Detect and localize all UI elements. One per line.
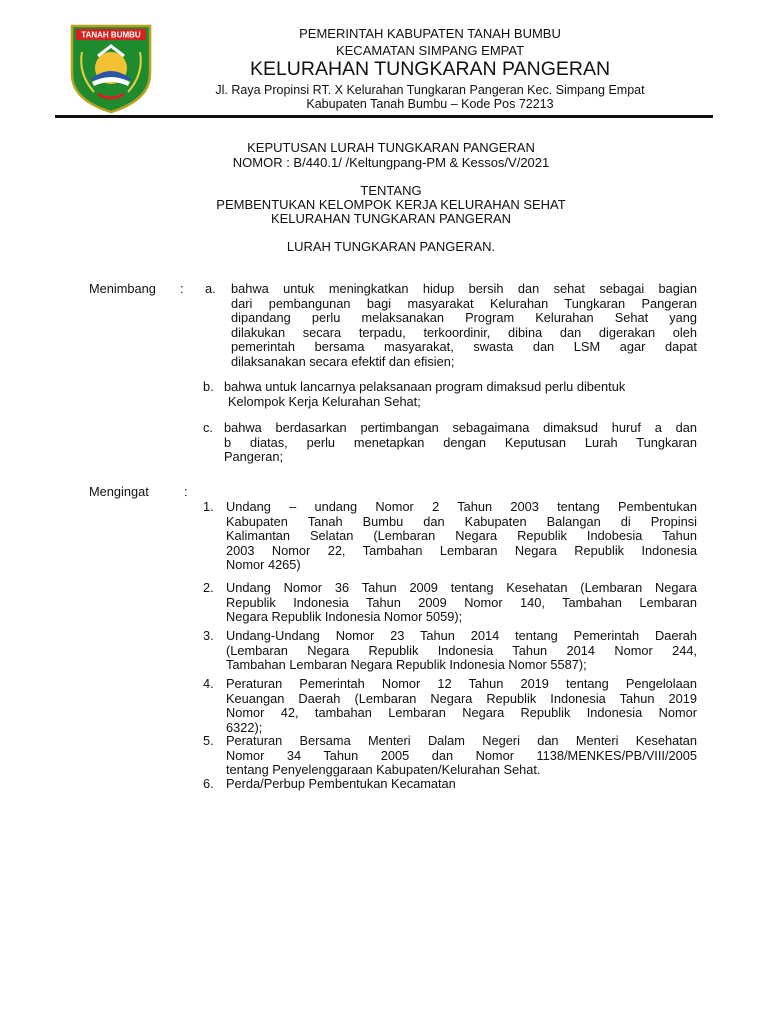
text-line: b diatas, perlu menetapkan dengan Keputusan Lurah Tungkaran [224, 434, 697, 450]
menimbang-marker-b: b. [203, 379, 214, 394]
text-line: Peraturan Pemerintah Nomor 12 Tahun 2019 tentang Pengelolaan [226, 676, 697, 691]
menimbang-colon: : [180, 281, 184, 296]
text-line: Perda/Perbup Pembentukan Kecamatan [226, 776, 456, 791]
menimbang-marker-c: c. [203, 420, 213, 435]
menimbang-item-a [231, 282, 697, 369]
menimbang-marker-a: a. [205, 281, 216, 296]
text-line: Negara Republik Indonesia Nomor 5059); [226, 609, 463, 624]
letterhead-government: PEMERINTAH KABUPATEN TANAH BUMBU [299, 26, 561, 41]
mengingat-marker-2: 2. [203, 580, 214, 595]
logo-lettering: TANAH BUMBU [81, 30, 141, 40]
menimbang-item-c [224, 421, 697, 465]
issuer-heading: LURAH TUNGKARAN PANGERAN. [286, 239, 496, 254]
text-line: dilakukan secara terpadu, terkoordinir, dibina dan digerakan oleh [231, 324, 697, 340]
letterhead-district: KECAMATAN SIMPANG EMPAT [335, 43, 525, 58]
text-line: Undang Nomor 36 Tahun 2009 tentang Kesehatan (Lembaran Negara [226, 580, 697, 595]
text-line: Nomor 42, tambahan Lembaran Negara Republik Indonesia Nomor [226, 705, 697, 720]
text-line: bahwa berdasarkan pertimbangan sebagaimana dimaksud huruf a dan [224, 420, 697, 435]
text-line: pemerintah bersama masyarakat, swasta dan LSM agar dapat [231, 339, 697, 354]
text-line: 2003 Nomor 22, Tambahan Lembaran Negara Republik Indonesia [226, 542, 697, 558]
mengingat-item-6 [226, 777, 697, 792]
text-line: Tambahan Lembaran Negara Republik Indonesia Nomor 5587); [226, 657, 587, 672]
mengingat-marker-6: 6. [203, 776, 214, 791]
text-line: bahwa untuk lancarnya pelaksanaan program dimaksud perlu dibentuk [224, 379, 626, 394]
letterhead-village: KELURAHAN TUNGKARAN PANGERAN [249, 58, 611, 80]
regency-emblem-logo [68, 22, 154, 114]
text-line: Kabupaten Tanah Bumbu dan Kabupaten Balangan di Propinsi [226, 513, 697, 529]
decree-number: NOMOR : B/440.1/ /Keltungpang-PM & Kessos/V/2021 [232, 155, 550, 170]
text-line: 6322); [226, 719, 263, 735]
mengingat-marker-5: 5. [203, 733, 214, 748]
decree-subject-location: KELURAHAN TUNGKARAN PANGERAN [270, 211, 512, 226]
mengingat-item-2 [226, 581, 697, 625]
mengingat-item-4 [226, 677, 697, 735]
decree-subject: PEMBENTUKAN KELOMPOK KERJA KELURAHAN SEHAT [216, 197, 566, 212]
decree-about: TENTANG [360, 183, 422, 198]
text-line: dari pembangunan bagi masyarakat Kelurahan Tungkaran Pangeran [231, 295, 697, 311]
letterhead-address: Jl. Raya Propinsi RT. X Kelurahan Tungkaran Pangeran Kec. Simpang Empat [215, 83, 645, 97]
menimbang-item-b [224, 380, 697, 409]
text-line: Keuangan Daerah (Lembaran Negara Republik Indonesia Tahun 2019 [226, 690, 697, 706]
mengingat-marker-1: 1. [203, 499, 214, 514]
letterhead-regency-postcode: Kabupaten Tanah Bumbu – Kode Pos 72213 [306, 97, 554, 111]
mengingat-item-5 [226, 734, 697, 778]
mengingat-marker-4: 4. [203, 676, 214, 691]
text-line: Pangeran; [224, 449, 284, 464]
text-line: Undang-Undang Nomor 23 Tahun 2014 tentang Pemerintah Daerah [226, 628, 697, 643]
text-line: Peraturan Bersama Menteri Dalam Negeri dan Menteri Kesehatan [226, 733, 697, 748]
mengingat-marker-3: 3. [203, 628, 214, 643]
mengingat-item-1 [226, 500, 697, 573]
decree-title: KEPUTUSAN LURAH TUNGKARAN PANGERAN [247, 140, 535, 155]
letterhead-divider [55, 115, 713, 118]
text-line: Nomor 34 Tahun 2005 dan Nomor 1138/MENKES/PB/VIII/2005 [226, 747, 697, 763]
mengingat-label: Mengingat [89, 484, 149, 499]
text-line: (Lembaran Negara Republik Indonesia Tahun 2014 Nomor 244, [226, 642, 697, 658]
text-line: Undang – undang Nomor 2 Tahun 2003 tentang Pembentukan [226, 499, 697, 514]
text-line: Republik Indonesia Tahun 2009 Nomor 140, Tambahan Lembaran [226, 594, 697, 610]
text-line: dilaksanakan secara efektif dan efisien; [231, 353, 455, 369]
text-line: Kalimantan Selatan (Lembaran Negara Republik Indobesia Tahun [226, 528, 697, 543]
mengingat-colon: : [184, 484, 188, 499]
text-line: Kelompok Kerja Kelurahan Sehat; [228, 393, 421, 409]
text-line: dipandang perlu melaksanakan Program Kelurahan Sehat yang [231, 310, 697, 325]
text-line: Nomor 4265) [226, 557, 301, 572]
text-line: bahwa untuk meningkatkan hidup bersih dan sehat sebagai bagian [231, 281, 697, 296]
mengingat-item-3 [226, 629, 697, 673]
text-line: tentang Penyelenggaraan Kabupaten/Kelurahan Sehat. [226, 762, 541, 777]
menimbang-label: Menimbang [89, 281, 156, 296]
